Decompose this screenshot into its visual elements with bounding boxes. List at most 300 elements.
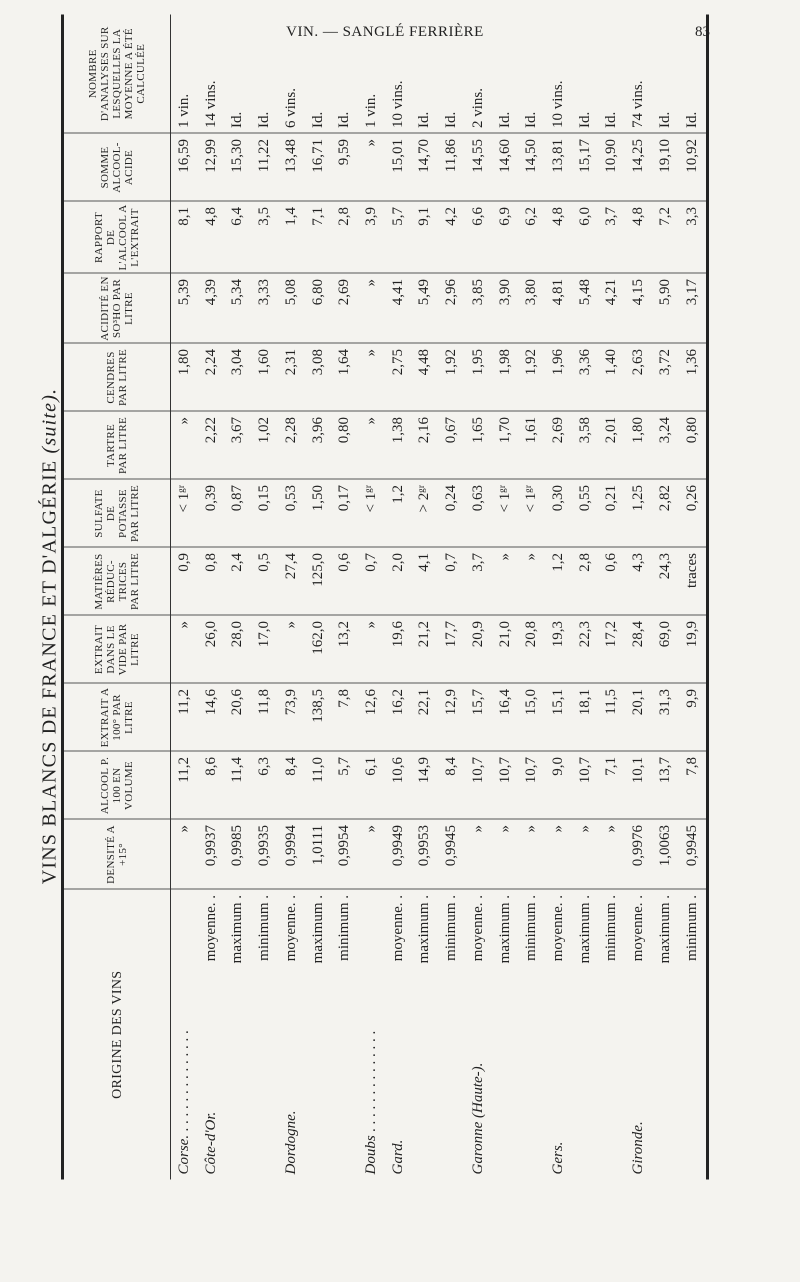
origin-name: Dordogne. bbox=[282, 1110, 299, 1175]
table-row bbox=[518, 15, 545, 1180]
column-header: ORIGINE DES VINS bbox=[63, 890, 171, 1180]
origin-cell bbox=[225, 890, 252, 1180]
value-cell: 10,7 bbox=[492, 752, 519, 820]
value-cell: 1,95 bbox=[465, 344, 492, 412]
value-cell: 13,48 bbox=[278, 134, 305, 202]
value-cell: > 2ᵍʳ bbox=[412, 480, 439, 548]
value-cell: 3,08 bbox=[305, 344, 332, 412]
column-header: NOMBRE D'ANALYSES SUR LESQUELLES LA MOYENNE A ÉTÉ CALCULÉE bbox=[63, 15, 171, 134]
origin-cell bbox=[518, 890, 545, 1180]
origin-cell bbox=[412, 890, 439, 1180]
value-cell: 19,9 bbox=[679, 616, 708, 684]
value-cell: 0,24 bbox=[438, 480, 465, 548]
value-cell: 162,0 bbox=[305, 616, 332, 684]
value-cell: 3,33 bbox=[251, 274, 278, 344]
value-cell: 0,9953 bbox=[412, 820, 439, 890]
stat-label: maximum . bbox=[229, 895, 246, 964]
value-cell: 16,59 bbox=[171, 134, 198, 202]
value-cell: Id. bbox=[518, 15, 545, 134]
value-cell: 3,80 bbox=[518, 274, 545, 344]
value-cell: 15,1 bbox=[545, 684, 572, 752]
stat-label: moyenne. . bbox=[550, 895, 567, 962]
value-cell: 1,65 bbox=[465, 412, 492, 480]
value-cell: 2,69 bbox=[331, 274, 358, 344]
value-cell: 5,08 bbox=[278, 274, 305, 344]
value-cell: 1,80 bbox=[171, 344, 198, 412]
value-cell: » bbox=[518, 820, 545, 890]
value-cell: 3,72 bbox=[652, 344, 679, 412]
value-cell: 1,4 bbox=[278, 202, 305, 274]
value-cell: 9,0 bbox=[545, 752, 572, 820]
value-cell: 20,1 bbox=[625, 684, 652, 752]
value-cell: 0,9985 bbox=[225, 820, 252, 890]
value-cell: 10,7 bbox=[465, 752, 492, 820]
value-cell: 6,9 bbox=[492, 202, 519, 274]
value-cell: 0,67 bbox=[438, 412, 465, 480]
value-cell: 13,2 bbox=[331, 616, 358, 684]
value-cell: 0,9949 bbox=[385, 820, 412, 890]
value-cell: 2,75 bbox=[385, 344, 412, 412]
column-header: EXTRAIT A 100° PAR LITRE bbox=[63, 684, 171, 752]
table-row bbox=[171, 15, 198, 1180]
value-cell: 26,0 bbox=[198, 616, 225, 684]
value-cell: 0,9935 bbox=[251, 820, 278, 890]
value-cell: » bbox=[545, 820, 572, 890]
table-row bbox=[198, 15, 225, 1180]
value-cell: » bbox=[518, 548, 545, 616]
value-cell: 18,1 bbox=[572, 684, 599, 752]
value-cell: 1,96 bbox=[545, 344, 572, 412]
value-cell: 12,99 bbox=[198, 134, 225, 202]
origin-name: Doubs . . . . . . . . . . . . . . bbox=[363, 1030, 380, 1175]
column-header: DENSITÉ A +15° bbox=[63, 820, 171, 890]
table-row bbox=[572, 15, 599, 1180]
value-cell: 0,26 bbox=[679, 480, 708, 548]
value-cell: 0,9976 bbox=[625, 820, 652, 890]
value-cell: 8,4 bbox=[278, 752, 305, 820]
value-cell: 6,4 bbox=[225, 202, 252, 274]
value-cell: 4,2 bbox=[438, 202, 465, 274]
value-cell: 1,80 bbox=[625, 412, 652, 480]
value-cell: » bbox=[171, 820, 198, 890]
value-cell: 15,30 bbox=[225, 134, 252, 202]
value-cell: 12,6 bbox=[358, 684, 385, 752]
value-cell: Id. bbox=[438, 15, 465, 134]
value-cell: 138,5 bbox=[305, 684, 332, 752]
value-cell: 3,85 bbox=[465, 274, 492, 344]
value-cell: 22,3 bbox=[572, 616, 599, 684]
column-header: SULFATE DE POTASSE PAR LITRE bbox=[63, 480, 171, 548]
value-cell: traces bbox=[679, 548, 708, 616]
value-cell: 3,5 bbox=[251, 202, 278, 274]
stat-label: minimum . bbox=[336, 895, 353, 961]
column-header: ALCOOL P. 100 EN VOLUME bbox=[63, 752, 171, 820]
value-cell: 14,70 bbox=[412, 134, 439, 202]
value-cell: 11,4 bbox=[225, 752, 252, 820]
value-cell: 0,80 bbox=[679, 412, 708, 480]
column-header: EXTRAIT DANS LE VIDE PAR LITRE bbox=[63, 616, 171, 684]
stat-label: minimum . bbox=[603, 895, 620, 961]
value-cell: 2 vins. bbox=[465, 15, 492, 134]
value-cell: 14,25 bbox=[625, 134, 652, 202]
stat-label: maximum . bbox=[416, 895, 433, 964]
table-row bbox=[438, 15, 465, 1180]
value-cell: 6,2 bbox=[518, 202, 545, 274]
value-cell: 125,0 bbox=[305, 548, 332, 616]
origin-cell bbox=[251, 890, 278, 1180]
value-cell: Id. bbox=[331, 15, 358, 134]
value-cell: 4,3 bbox=[625, 548, 652, 616]
value-cell: Id. bbox=[652, 15, 679, 134]
value-cell: » bbox=[358, 616, 385, 684]
value-cell: 21,0 bbox=[492, 616, 519, 684]
origin-cell bbox=[545, 890, 572, 1180]
value-cell: » bbox=[358, 344, 385, 412]
value-cell: < 1ᵍʳ bbox=[518, 480, 545, 548]
value-cell: 2,8 bbox=[572, 548, 599, 616]
value-cell: 11,5 bbox=[599, 684, 626, 752]
value-cell: 2,31 bbox=[278, 344, 305, 412]
value-cell: 1,60 bbox=[251, 344, 278, 412]
stat-label: moyenne. . bbox=[389, 895, 406, 962]
value-cell: 20,9 bbox=[465, 616, 492, 684]
value-cell: 0,55 bbox=[572, 480, 599, 548]
value-cell: 1,2 bbox=[385, 480, 412, 548]
origin-name: Gers. bbox=[550, 1141, 567, 1175]
value-cell: 16,2 bbox=[385, 684, 412, 752]
value-cell: 3,04 bbox=[225, 344, 252, 412]
origin-name: Côte-d'Or. bbox=[202, 1111, 219, 1175]
stat-label: minimum . bbox=[256, 895, 273, 961]
value-cell: < 1ᵍʳ bbox=[358, 480, 385, 548]
value-cell: 10,6 bbox=[385, 752, 412, 820]
value-cell: 1,36 bbox=[679, 344, 708, 412]
value-cell: 10,90 bbox=[599, 134, 626, 202]
value-cell: Id. bbox=[492, 15, 519, 134]
value-cell: 17,2 bbox=[599, 616, 626, 684]
value-cell: 27,4 bbox=[278, 548, 305, 616]
value-cell: 3,36 bbox=[572, 344, 599, 412]
value-cell: 13,7 bbox=[652, 752, 679, 820]
value-cell: » bbox=[358, 274, 385, 344]
value-cell: 6,1 bbox=[358, 752, 385, 820]
stat-label: maximum . bbox=[496, 895, 513, 964]
value-cell: 17,7 bbox=[438, 616, 465, 684]
origin-cell bbox=[625, 890, 652, 1180]
value-cell: 9,1 bbox=[412, 202, 439, 274]
value-cell: 2,63 bbox=[625, 344, 652, 412]
value-cell: 0,9945 bbox=[679, 820, 708, 890]
value-cell: » bbox=[358, 412, 385, 480]
value-cell: 1,92 bbox=[518, 344, 545, 412]
value-cell: 3,7 bbox=[465, 548, 492, 616]
value-cell: 15,01 bbox=[385, 134, 412, 202]
value-cell: 19,6 bbox=[385, 616, 412, 684]
value-cell: 11,22 bbox=[251, 134, 278, 202]
column-header: MATIÈRES RÉDUC-TRICES PAR LITRE bbox=[63, 548, 171, 616]
value-cell: 3,7 bbox=[599, 202, 626, 274]
value-cell: 8,4 bbox=[438, 752, 465, 820]
origin-cell bbox=[198, 890, 225, 1180]
value-cell: 1,2 bbox=[545, 548, 572, 616]
value-cell: 0,8 bbox=[198, 548, 225, 616]
value-cell: 20,6 bbox=[225, 684, 252, 752]
value-cell: 15,7 bbox=[465, 684, 492, 752]
value-cell: 6,6 bbox=[465, 202, 492, 274]
value-cell: » bbox=[572, 820, 599, 890]
value-cell: 5,34 bbox=[225, 274, 252, 344]
value-cell: 2,82 bbox=[652, 480, 679, 548]
value-cell: 3,17 bbox=[679, 274, 708, 344]
value-cell: 0,7 bbox=[358, 548, 385, 616]
origin-cell bbox=[438, 890, 465, 1180]
stat-label: maximum . bbox=[309, 895, 326, 964]
stat-label: minimum . bbox=[443, 895, 460, 961]
value-cell: 14,9 bbox=[412, 752, 439, 820]
value-cell: 11,2 bbox=[171, 752, 198, 820]
value-cell: 0,9954 bbox=[331, 820, 358, 890]
value-cell: 9,9 bbox=[679, 684, 708, 752]
origin-cell bbox=[331, 890, 358, 1180]
value-cell: 2,22 bbox=[198, 412, 225, 480]
value-cell: 11,8 bbox=[251, 684, 278, 752]
value-cell: 10 vins. bbox=[385, 15, 412, 134]
origin-cell bbox=[465, 890, 492, 1180]
value-cell: 10,7 bbox=[518, 752, 545, 820]
value-cell: » bbox=[171, 616, 198, 684]
value-cell: 28,0 bbox=[225, 616, 252, 684]
value-cell: 1 vin. bbox=[358, 15, 385, 134]
table-row bbox=[225, 15, 252, 1180]
value-cell: 4,81 bbox=[545, 274, 572, 344]
value-cell: 8,1 bbox=[171, 202, 198, 274]
value-cell: 1,70 bbox=[492, 412, 519, 480]
value-cell: 2,4 bbox=[225, 548, 252, 616]
value-cell: 1,38 bbox=[385, 412, 412, 480]
stat-label: moyenne. . bbox=[202, 895, 219, 962]
value-cell: 1,64 bbox=[331, 344, 358, 412]
value-cell: 1,25 bbox=[625, 480, 652, 548]
table-row bbox=[625, 15, 652, 1180]
column-header: RAPPORT DE L'ALCOOL A L'EXTRAIT bbox=[63, 202, 171, 274]
value-cell: 1 vin. bbox=[171, 15, 198, 134]
header-row bbox=[63, 15, 171, 1180]
value-cell: 2,0 bbox=[385, 548, 412, 616]
table-row bbox=[492, 15, 519, 1180]
value-cell: 0,6 bbox=[331, 548, 358, 616]
table-row bbox=[358, 15, 385, 1180]
value-cell: 1,0063 bbox=[652, 820, 679, 890]
value-cell: 3,67 bbox=[225, 412, 252, 480]
value-cell: 10,1 bbox=[625, 752, 652, 820]
value-cell: 3,58 bbox=[572, 412, 599, 480]
value-cell: 15,0 bbox=[518, 684, 545, 752]
value-cell: 2,01 bbox=[599, 412, 626, 480]
value-cell: 5,7 bbox=[331, 752, 358, 820]
value-cell: < 1ᵍʳ bbox=[492, 480, 519, 548]
value-cell: 28,4 bbox=[625, 616, 652, 684]
table-row bbox=[599, 15, 626, 1180]
value-cell: 16,4 bbox=[492, 684, 519, 752]
value-cell: 3,3 bbox=[679, 202, 708, 274]
origin-cell bbox=[679, 890, 708, 1180]
value-cell: 8,6 bbox=[198, 752, 225, 820]
origin-cell bbox=[572, 890, 599, 1180]
value-cell: 4,8 bbox=[545, 202, 572, 274]
value-cell: » bbox=[492, 548, 519, 616]
value-cell: 14,50 bbox=[518, 134, 545, 202]
value-cell: Id. bbox=[599, 15, 626, 134]
stat-label: minimum . bbox=[683, 895, 700, 961]
value-cell: 0,9937 bbox=[198, 820, 225, 890]
value-cell: 16,71 bbox=[305, 134, 332, 202]
value-cell: 20,8 bbox=[518, 616, 545, 684]
origin-cell bbox=[385, 890, 412, 1180]
value-cell: 7,2 bbox=[652, 202, 679, 274]
value-cell: 4,39 bbox=[198, 274, 225, 344]
value-cell: 21,2 bbox=[412, 616, 439, 684]
value-cell: 0,21 bbox=[599, 480, 626, 548]
origin-cell bbox=[599, 890, 626, 1180]
value-cell: 4,8 bbox=[625, 202, 652, 274]
value-cell: » bbox=[492, 820, 519, 890]
value-cell: » bbox=[171, 412, 198, 480]
value-cell: 7,8 bbox=[331, 684, 358, 752]
value-cell: 12,9 bbox=[438, 684, 465, 752]
value-cell: < 1ᵍʳ bbox=[171, 480, 198, 548]
table-title-suffix: (suite). bbox=[38, 387, 61, 454]
value-cell: 1,92 bbox=[438, 344, 465, 412]
value-cell: 69,0 bbox=[652, 616, 679, 684]
value-cell: 6 vins. bbox=[278, 15, 305, 134]
value-cell: 14,60 bbox=[492, 134, 519, 202]
value-cell: 7,1 bbox=[599, 752, 626, 820]
value-cell: 7,1 bbox=[305, 202, 332, 274]
value-cell: 19,3 bbox=[545, 616, 572, 684]
value-cell: 0,39 bbox=[198, 480, 225, 548]
table-row bbox=[412, 15, 439, 1180]
origin-name: Garonne (Haute-). bbox=[469, 1062, 486, 1175]
origin-cell bbox=[492, 890, 519, 1180]
origin-cell bbox=[358, 890, 385, 1180]
value-cell: 5,90 bbox=[652, 274, 679, 344]
value-cell: 4,48 bbox=[412, 344, 439, 412]
value-cell: » bbox=[465, 820, 492, 890]
value-cell: 4,21 bbox=[599, 274, 626, 344]
table-row bbox=[331, 15, 358, 1180]
table-title-text: VINS BLANCS DE FRANCE ET D'ALGÉRIE bbox=[38, 459, 61, 885]
value-cell: 0,5 bbox=[251, 548, 278, 616]
value-cell: 2,24 bbox=[198, 344, 225, 412]
value-cell: 11,2 bbox=[171, 684, 198, 752]
value-cell: 6,80 bbox=[305, 274, 332, 344]
value-cell: 2,96 bbox=[438, 274, 465, 344]
value-cell: 1,0111 bbox=[305, 820, 332, 890]
value-cell: 17,0 bbox=[251, 616, 278, 684]
value-cell: 19,10 bbox=[652, 134, 679, 202]
value-cell: 4,15 bbox=[625, 274, 652, 344]
column-header: SOMME ALCOOL-ACIDE bbox=[63, 134, 171, 202]
value-cell: 0,80 bbox=[331, 412, 358, 480]
value-cell: 1,50 bbox=[305, 480, 332, 548]
value-cell: 0,9945 bbox=[438, 820, 465, 890]
value-cell: 0,63 bbox=[465, 480, 492, 548]
value-cell: Id. bbox=[572, 15, 599, 134]
value-cell: » bbox=[278, 616, 305, 684]
value-cell: 4,8 bbox=[198, 202, 225, 274]
table-body bbox=[171, 15, 708, 1180]
value-cell: Id. bbox=[305, 15, 332, 134]
column-header: TARTRE PAR LITRE bbox=[63, 412, 171, 480]
origin-name: Gard. bbox=[389, 1139, 406, 1175]
value-cell: 0,30 bbox=[545, 480, 572, 548]
value-cell: 22,1 bbox=[412, 684, 439, 752]
table-title bbox=[39, 388, 62, 885]
value-cell: 9,59 bbox=[331, 134, 358, 202]
value-cell: 14 vins. bbox=[198, 15, 225, 134]
stat-label: minimum . bbox=[523, 895, 540, 961]
value-cell: 0,6 bbox=[599, 548, 626, 616]
value-cell: 15,17 bbox=[572, 134, 599, 202]
value-cell: 3,96 bbox=[305, 412, 332, 480]
origin-name: Corse. . . . . . . . . . . . . . . bbox=[175, 1029, 192, 1175]
value-cell: 1,40 bbox=[599, 344, 626, 412]
value-cell: 1,98 bbox=[492, 344, 519, 412]
value-cell: » bbox=[599, 820, 626, 890]
stat-label: moyenne. . bbox=[630, 895, 647, 962]
value-cell: 4,1 bbox=[412, 548, 439, 616]
value-cell: 7,8 bbox=[679, 752, 708, 820]
value-cell: 11,0 bbox=[305, 752, 332, 820]
value-cell: 0,15 bbox=[251, 480, 278, 548]
value-cell: 24,3 bbox=[652, 548, 679, 616]
value-cell: 2,28 bbox=[278, 412, 305, 480]
table-row bbox=[385, 15, 412, 1180]
value-cell: Id. bbox=[251, 15, 278, 134]
running-header-title: VIN. — SANGLÉ FERRIÈRE bbox=[286, 24, 484, 40]
value-cell: 2,69 bbox=[545, 412, 572, 480]
value-cell: 14,55 bbox=[465, 134, 492, 202]
column-header: CENDRES PAR LITRE bbox=[63, 344, 171, 412]
value-cell: 3,90 bbox=[492, 274, 519, 344]
value-cell: Id. bbox=[412, 15, 439, 134]
table-row bbox=[278, 15, 305, 1180]
value-cell: 31,3 bbox=[652, 684, 679, 752]
value-cell: 6,3 bbox=[251, 752, 278, 820]
value-cell: 3,24 bbox=[652, 412, 679, 480]
value-cell: 13,81 bbox=[545, 134, 572, 202]
value-cell: 5,49 bbox=[412, 274, 439, 344]
value-cell: 11,86 bbox=[438, 134, 465, 202]
value-cell: 1,02 bbox=[251, 412, 278, 480]
value-cell: Id. bbox=[225, 15, 252, 134]
value-cell: 6,0 bbox=[572, 202, 599, 274]
value-cell: » bbox=[358, 820, 385, 890]
table-row bbox=[251, 15, 278, 1180]
value-cell: » bbox=[358, 134, 385, 202]
stat-label: moyenne. . bbox=[469, 895, 486, 962]
value-cell: 0,9994 bbox=[278, 820, 305, 890]
value-cell: 0,53 bbox=[278, 480, 305, 548]
value-cell: Id. bbox=[679, 15, 708, 134]
value-cell: 74 vins. bbox=[625, 15, 652, 134]
table-row bbox=[679, 15, 708, 1180]
value-cell: 0,7 bbox=[438, 548, 465, 616]
column-header: ACIDITÉ EN SO³HO PAR LITRE bbox=[63, 274, 171, 344]
table-row bbox=[545, 15, 572, 1180]
stat-label: maximum . bbox=[656, 895, 673, 964]
table-row bbox=[652, 15, 679, 1180]
